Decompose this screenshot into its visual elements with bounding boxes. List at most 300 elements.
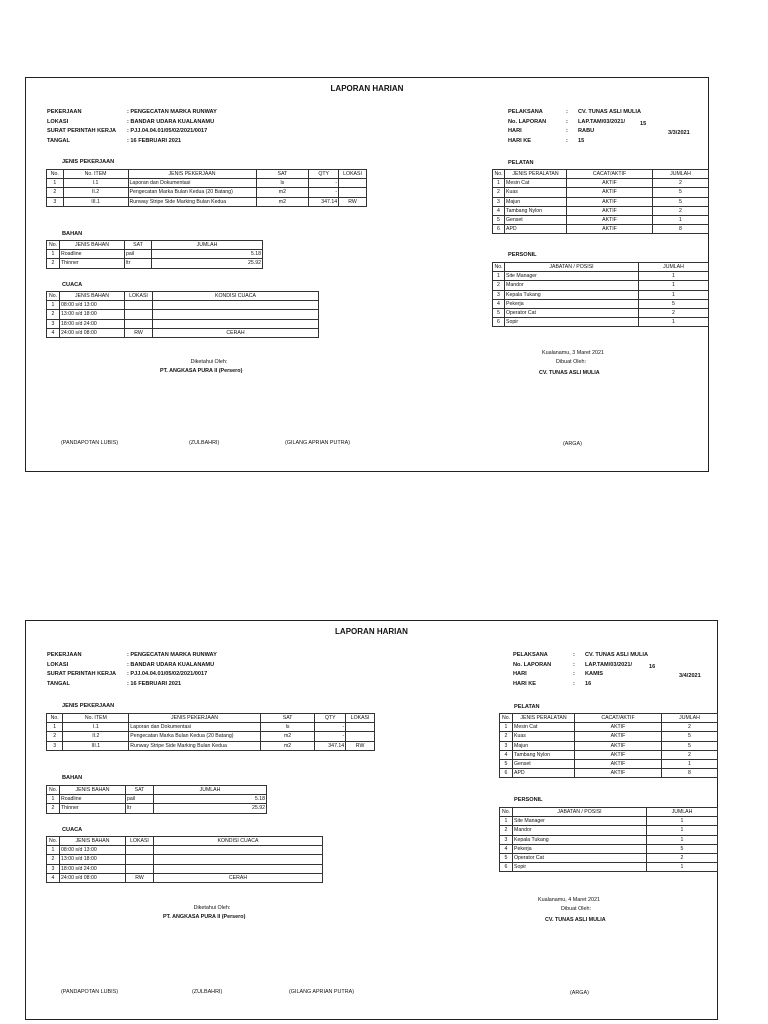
table-cell: 13:00 s/d 18:00 bbox=[60, 855, 126, 864]
table-cell bbox=[346, 732, 375, 741]
table-cell: 347.14 bbox=[309, 197, 339, 206]
table-cell: Runway Stripe Side Marking Bulan Kedua bbox=[129, 741, 261, 750]
table-row bbox=[47, 197, 367, 206]
daily-report-1 bbox=[25, 77, 709, 472]
table-cell: 2 bbox=[47, 188, 64, 197]
table-cell: Thinner bbox=[60, 259, 125, 268]
table-header-row bbox=[493, 170, 709, 179]
table-cell: Tambang Nylon bbox=[505, 206, 567, 215]
report-title: LAPORAN HARIAN bbox=[335, 627, 408, 636]
table-cell: 4 bbox=[47, 873, 60, 882]
column-header: No. bbox=[47, 837, 60, 846]
table-cell: 2 bbox=[500, 826, 513, 835]
table-cell: 5 bbox=[639, 299, 709, 308]
info-label: HARI bbox=[513, 671, 527, 677]
table-row bbox=[500, 732, 718, 741]
info-label: HARI KE bbox=[513, 680, 536, 687]
table-cell: Pekerja bbox=[505, 299, 639, 308]
table-cell: - bbox=[315, 723, 346, 732]
column-header: JENIS PEKERJAAN bbox=[128, 170, 256, 179]
contractor-info bbox=[508, 108, 690, 146]
table-cell: AKTIF bbox=[567, 225, 653, 234]
table-cell: 5 bbox=[493, 215, 505, 224]
info-sep: : bbox=[573, 661, 575, 668]
info-value: 15 bbox=[578, 137, 585, 144]
column-header: LOKASI bbox=[125, 292, 153, 301]
table-cell: CERAH bbox=[153, 328, 319, 337]
section-heading-pelatan: PELATAN bbox=[508, 160, 534, 166]
table-cell: 5 bbox=[500, 853, 513, 862]
section-heading-personil: PERSONIL bbox=[514, 797, 543, 803]
table-cell bbox=[125, 319, 153, 328]
table-cell: CERAH bbox=[154, 873, 323, 882]
table-cell bbox=[125, 301, 153, 310]
table-cell: Site Manager bbox=[513, 817, 647, 826]
table-cell: AKTIF bbox=[567, 188, 653, 197]
column-header: JENIS BAHAN bbox=[60, 292, 125, 301]
table-cell: I.1 bbox=[63, 179, 128, 188]
table-row bbox=[493, 206, 709, 215]
table-cell: AKTIF bbox=[567, 179, 653, 188]
table-cell bbox=[153, 310, 319, 319]
table-cell bbox=[154, 846, 323, 855]
column-header: JABATAN / POSISI bbox=[505, 263, 639, 272]
table-cell: 5 bbox=[500, 759, 513, 768]
table-cell: Sopir bbox=[505, 318, 639, 327]
table-cell: 4 bbox=[500, 844, 513, 853]
table-row bbox=[47, 188, 367, 197]
info-value: KAMIS bbox=[585, 671, 604, 677]
table-row bbox=[47, 328, 319, 337]
info-sep: : bbox=[566, 137, 568, 144]
column-header: JUMLAH bbox=[639, 263, 709, 272]
info-value: : PENGECATAN MARKA RUNWAY bbox=[127, 109, 217, 115]
table-row bbox=[47, 741, 375, 750]
info-value: : PENGECATAN MARKA RUNWAY bbox=[127, 652, 217, 658]
known-by-label: Diketahui Oleh: bbox=[190, 359, 228, 365]
table-row bbox=[500, 817, 718, 826]
table-cell: Kuas bbox=[513, 732, 575, 741]
table-cell: 5 bbox=[662, 741, 718, 750]
pelatan-table bbox=[499, 713, 718, 778]
table-cell: - bbox=[309, 188, 339, 197]
table-row bbox=[493, 308, 709, 317]
table-row bbox=[493, 197, 709, 206]
table-cell: 1 bbox=[493, 272, 505, 281]
table-row bbox=[47, 795, 267, 804]
table-cell: 2 bbox=[500, 732, 513, 741]
info-sep: : bbox=[573, 671, 575, 677]
table-row bbox=[493, 272, 709, 281]
info-sep: : bbox=[566, 128, 568, 134]
table-row bbox=[500, 741, 718, 750]
table-cell: 1 bbox=[639, 290, 709, 299]
column-header: JENIS BAHAN bbox=[60, 837, 126, 846]
signature-name: (PANDAPOTAN LUBIS) bbox=[61, 440, 119, 446]
table-cell: 5 bbox=[647, 844, 718, 853]
table-cell bbox=[154, 864, 323, 873]
info-sep: : bbox=[566, 118, 568, 125]
table-cell: II.2 bbox=[63, 188, 128, 197]
table-cell: 2 bbox=[47, 259, 60, 268]
table-cell bbox=[154, 855, 323, 864]
table-cell: 6 bbox=[493, 318, 505, 327]
table-row bbox=[500, 835, 718, 844]
info-label: TANGAL bbox=[47, 680, 70, 687]
table-cell: 18:00 s/d 24:00 bbox=[60, 319, 125, 328]
column-header: No. bbox=[47, 786, 60, 795]
report-date: 3/3/2021 bbox=[668, 130, 690, 136]
table-cell: 1 bbox=[493, 179, 505, 188]
column-header: QTY bbox=[309, 170, 339, 179]
table-cell: 3 bbox=[493, 290, 505, 299]
column-header: SAT bbox=[256, 170, 309, 179]
pelatan-table bbox=[492, 169, 709, 234]
table-cell: 1 bbox=[47, 301, 60, 310]
table-cell: 1 bbox=[639, 281, 709, 290]
table-cell: 3 bbox=[47, 741, 63, 750]
table-cell: 13:00 s/d 18:00 bbox=[60, 310, 125, 319]
table-cell: 5 bbox=[653, 197, 709, 206]
info-label: No. LAPORAN bbox=[513, 661, 552, 668]
known-by-label: Diketahui Oleh: bbox=[193, 905, 231, 911]
info-value: : BANDAR UDARA KUALANAMU bbox=[127, 118, 215, 125]
info-value: CV. TUNAS ASLI MULIA bbox=[585, 652, 648, 658]
table-row bbox=[493, 318, 709, 327]
table-cell: 2 bbox=[653, 206, 709, 215]
table-cell: 1 bbox=[647, 835, 718, 844]
table-cell: 08:00 s/d 13:00 bbox=[60, 846, 126, 855]
info-value: : PJJ.04.04.01/05/02/2021/0017 bbox=[127, 671, 208, 677]
info-label: LOKASI bbox=[47, 661, 69, 668]
made-by-label: Dibuat Oleh: bbox=[556, 359, 586, 365]
place-date: Kualanamu, 4 Maret 2021 bbox=[538, 897, 601, 903]
signature-name: (ARGA) bbox=[563, 441, 582, 447]
table-row bbox=[47, 723, 375, 732]
table-cell: RW bbox=[125, 328, 153, 337]
section-heading-jenis-pekerjaan: JENIS PEKERJAAN bbox=[62, 159, 115, 165]
table-cell: 1 bbox=[647, 826, 718, 835]
table-cell: 6 bbox=[500, 769, 513, 778]
table-cell: 3 bbox=[500, 835, 513, 844]
project-info bbox=[47, 108, 217, 146]
table-row bbox=[500, 769, 718, 778]
table-cell: Mesin Cat bbox=[505, 179, 567, 188]
info-label: PEKERJAAN bbox=[47, 109, 82, 115]
table-cell: ltr bbox=[126, 804, 154, 813]
table-cell: 6 bbox=[500, 863, 513, 872]
table-row bbox=[47, 301, 319, 310]
column-header: JENIS PERALATAN bbox=[513, 714, 575, 723]
table-cell: I.1 bbox=[63, 723, 129, 732]
table-row bbox=[500, 826, 718, 835]
table-cell: Runway Stripe Side Marking Bulan Kedua bbox=[128, 197, 256, 206]
table-cell: Pengecatan Marka Bulan Kedua (20 Batang) bbox=[129, 732, 261, 741]
table-cell: 347.14 bbox=[315, 741, 346, 750]
table-cell: 1 bbox=[47, 250, 60, 259]
signature-name: (ARGA) bbox=[570, 990, 589, 996]
table-cell: APD bbox=[505, 225, 567, 234]
info-value: : 16 FEBRUARI 2021 bbox=[127, 680, 182, 687]
table-header-row bbox=[47, 786, 267, 795]
table-cell: 1 bbox=[47, 846, 60, 855]
info-value: 16 bbox=[585, 680, 592, 687]
info-value: : PJJ.04.04.01/05/02/2021/0017 bbox=[127, 128, 208, 134]
table-row bbox=[493, 225, 709, 234]
daily-report-2 bbox=[25, 620, 718, 1020]
report-number: 15 bbox=[640, 120, 647, 127]
table-cell bbox=[125, 310, 153, 319]
table-row bbox=[493, 281, 709, 290]
section-heading-pelatan: PELATAN bbox=[514, 704, 540, 710]
table-cell: Site Manager bbox=[505, 272, 639, 281]
table-cell: Pekerja bbox=[513, 844, 647, 853]
table-cell bbox=[153, 301, 319, 310]
table-cell: AKTIF bbox=[567, 206, 653, 215]
table-cell: 5.18 bbox=[154, 795, 267, 804]
table-row bbox=[47, 873, 323, 882]
table-cell bbox=[339, 188, 367, 197]
column-header: QTY bbox=[315, 714, 346, 723]
table-cell: RW bbox=[126, 873, 154, 882]
column-header: JUMLAH bbox=[662, 714, 718, 723]
info-value: : 16 FEBRUARI 2021 bbox=[127, 137, 182, 144]
info-label: HARI bbox=[508, 128, 522, 134]
column-header: JENIS PEKERJAAN bbox=[129, 714, 261, 723]
table-cell: 18:00 s/d 24:00 bbox=[60, 864, 126, 873]
contractor-info bbox=[513, 651, 701, 689]
table-cell: 24:00 s/d 08:00 bbox=[60, 873, 126, 882]
table-cell: 5 bbox=[662, 732, 718, 741]
made-by-label: Dibuat Oleh: bbox=[561, 906, 591, 912]
column-header: JENIS BAHAN bbox=[60, 786, 126, 795]
table-cell bbox=[126, 864, 154, 873]
report-number: 16 bbox=[649, 663, 656, 670]
info-label: No. LAPORAN bbox=[508, 118, 547, 125]
column-header: KONDISI CUACA bbox=[153, 292, 319, 301]
table-header-row bbox=[493, 263, 709, 272]
column-header: No. bbox=[500, 714, 513, 723]
table-cell: 5 bbox=[493, 308, 505, 317]
table-cell: 2 bbox=[47, 855, 60, 864]
table-cell: pail bbox=[125, 250, 152, 259]
info-label: SURAT PERINTAH KERJA bbox=[47, 128, 117, 134]
table-row bbox=[47, 310, 319, 319]
table-header-row bbox=[47, 292, 319, 301]
table-row bbox=[500, 759, 718, 768]
table-cell: 4 bbox=[493, 206, 505, 215]
section-heading-bahan: BAHAN bbox=[62, 231, 83, 237]
table-cell: III.1 bbox=[63, 197, 128, 206]
section-heading-bahan: BAHAN bbox=[62, 775, 83, 781]
bahan-table bbox=[46, 785, 267, 814]
table-cell: AKTIF bbox=[575, 741, 662, 750]
table-cell: Kepala Tukang bbox=[513, 835, 647, 844]
info-label: HARI KE bbox=[508, 137, 531, 144]
table-cell: AKTIF bbox=[567, 215, 653, 224]
table-row bbox=[47, 855, 323, 864]
section-heading-cuaca: CUACA bbox=[62, 827, 83, 833]
table-cell: AKTIF bbox=[567, 197, 653, 206]
table-cell: III.1 bbox=[63, 741, 129, 750]
report-title: LAPORAN HARIAN bbox=[330, 84, 404, 93]
signature-name: (ZULBAHRI) bbox=[192, 989, 223, 995]
table-cell: Operator Cat bbox=[513, 853, 647, 862]
table-cell bbox=[153, 319, 319, 328]
section-heading-personil: PERSONIL bbox=[508, 252, 537, 258]
table-header-row bbox=[47, 241, 263, 250]
table-cell: 1 bbox=[647, 817, 718, 826]
table-row bbox=[47, 319, 319, 328]
column-header: No. bbox=[47, 292, 60, 301]
table-cell: 2 bbox=[493, 281, 505, 290]
table-cell: - bbox=[309, 179, 339, 188]
table-cell: 1 bbox=[500, 723, 513, 732]
info-label: PELAKSANA bbox=[508, 109, 543, 115]
table-cell: AKTIF bbox=[575, 732, 662, 741]
table-cell: Laporan dan Dokumentasi bbox=[129, 723, 261, 732]
jenis-pekerjaan-table bbox=[46, 169, 367, 207]
table-cell: 2 bbox=[47, 804, 60, 813]
table-cell: 3 bbox=[493, 197, 505, 206]
table-cell: Operator Cat bbox=[505, 308, 639, 317]
column-header: JUMLAH bbox=[152, 241, 263, 250]
jenis-pekerjaan-table bbox=[46, 713, 375, 751]
table-cell: AKTIF bbox=[575, 723, 662, 732]
info-sep: : bbox=[573, 680, 575, 687]
table-cell: 25.92 bbox=[154, 804, 267, 813]
table-cell: 2 bbox=[47, 732, 63, 741]
table-cell: m2 bbox=[260, 732, 314, 741]
table-row bbox=[493, 215, 709, 224]
column-header: No. bbox=[494, 171, 503, 178]
signature-name: (GILANG APRIAN PUTRA) bbox=[289, 989, 354, 995]
table-header-row bbox=[47, 837, 323, 846]
table-cell: Kuas bbox=[505, 188, 567, 197]
table-cell: 2 bbox=[662, 723, 718, 732]
table-header-row bbox=[500, 808, 718, 817]
table-cell: Tambang Nylon bbox=[513, 750, 575, 759]
table-cell: Sopir bbox=[513, 863, 647, 872]
info-label: PELAKSANA bbox=[513, 652, 548, 658]
table-cell: 2 bbox=[493, 188, 505, 197]
column-header: JABATAN / POSISI bbox=[513, 808, 647, 817]
column-header: No. bbox=[47, 714, 63, 723]
column-header: JUMLAH bbox=[653, 170, 709, 179]
table-cell: Laporan dan Dokumentasi bbox=[128, 179, 256, 188]
info-value: : BANDAR UDARA KUALANAMU bbox=[127, 661, 215, 668]
section-heading-cuaca: CUACA bbox=[62, 282, 83, 288]
info-label: TANGAL bbox=[47, 137, 70, 144]
table-cell: Genset bbox=[505, 215, 567, 224]
table-cell: Kepala Tukang bbox=[505, 290, 639, 299]
known-by-company: PT. ANGKASA PURA II (Persero) bbox=[163, 914, 246, 920]
personil-table bbox=[492, 262, 709, 327]
info-label: LOKASI bbox=[47, 118, 69, 125]
table-cell: 1 bbox=[47, 723, 63, 732]
table-row bbox=[47, 804, 267, 813]
table-cell: 3 bbox=[47, 197, 64, 206]
table-cell: 4 bbox=[493, 299, 505, 308]
column-header: JENIS PERALATAN bbox=[505, 170, 567, 179]
info-value: CV. TUNAS ASLI MULIA bbox=[578, 109, 641, 115]
table-row bbox=[500, 853, 718, 862]
table-cell bbox=[126, 855, 154, 864]
column-header: No. bbox=[494, 264, 503, 271]
column-header: LOKASI bbox=[126, 837, 154, 846]
column-header: JUMLAH bbox=[647, 808, 718, 817]
signature-name: (PANDAPOTAN LUBIS) bbox=[61, 989, 119, 995]
info-sep: : bbox=[566, 109, 568, 115]
info-sep: : bbox=[573, 652, 575, 658]
table-header-row bbox=[47, 714, 375, 723]
column-header: No. ITEM bbox=[63, 170, 128, 179]
table-row bbox=[500, 723, 718, 732]
table-row bbox=[47, 259, 263, 268]
place-date: Kualanamu, 3 Maret 2021 bbox=[542, 350, 605, 356]
table-cell: m2 bbox=[260, 741, 314, 750]
table-row bbox=[47, 846, 323, 855]
column-header: LOKASI bbox=[339, 170, 367, 179]
table-cell: 3 bbox=[47, 864, 60, 873]
made-by-company: CV. TUNAS ASLI MULIA bbox=[545, 917, 606, 923]
table-cell: 1 bbox=[639, 318, 709, 327]
table-cell: ls bbox=[260, 723, 314, 732]
table-cell: 2 bbox=[647, 853, 718, 862]
table-cell: 1 bbox=[647, 863, 718, 872]
table-cell: APD bbox=[513, 769, 575, 778]
info-value: LAP.TAM/03/2021/ bbox=[585, 661, 633, 668]
info-value: LAP.TAM/03/2021/ bbox=[578, 118, 626, 125]
table-cell: 4 bbox=[47, 328, 60, 337]
column-header: No. bbox=[500, 808, 513, 817]
table-cell: RW bbox=[339, 197, 367, 206]
table-cell: 25.92 bbox=[152, 259, 263, 268]
signature-name: (GILANG APRIAN PUTRA) bbox=[285, 440, 350, 446]
table-cell: m2 bbox=[256, 197, 309, 206]
table-cell: AKTIF bbox=[575, 759, 662, 768]
made-by-company: CV. TUNAS ASLI MULIA bbox=[539, 370, 600, 376]
table-cell: 2 bbox=[47, 310, 60, 319]
table-cell: AKTIF bbox=[575, 750, 662, 759]
info-label: PEKERJAAN bbox=[47, 652, 82, 658]
table-cell: 1 bbox=[662, 759, 718, 768]
table-row bbox=[493, 179, 709, 188]
table-cell: Mandor bbox=[513, 826, 647, 835]
table-cell: Mandor bbox=[505, 281, 639, 290]
table-cell: m2 bbox=[256, 188, 309, 197]
table-row bbox=[500, 844, 718, 853]
column-header: No. bbox=[47, 241, 60, 250]
table-row bbox=[47, 179, 367, 188]
table-row bbox=[500, 750, 718, 759]
table-cell: Roadline bbox=[60, 795, 126, 804]
cuaca-table bbox=[46, 836, 323, 883]
table-cell bbox=[346, 723, 375, 732]
table-cell: II.2 bbox=[63, 732, 129, 741]
column-header: JUMLAH bbox=[154, 786, 267, 795]
table-cell: 2 bbox=[662, 750, 718, 759]
table-cell: 4 bbox=[500, 750, 513, 759]
table-cell: Thinner bbox=[60, 804, 126, 813]
table-cell: 3 bbox=[500, 741, 513, 750]
column-header: JENIS BAHAN bbox=[60, 241, 125, 250]
column-header: No. ITEM bbox=[63, 714, 129, 723]
table-cell: AKTIF bbox=[575, 769, 662, 778]
table-cell: ltr bbox=[125, 259, 152, 268]
table-header-row bbox=[47, 170, 367, 179]
table-cell: 3 bbox=[47, 319, 60, 328]
